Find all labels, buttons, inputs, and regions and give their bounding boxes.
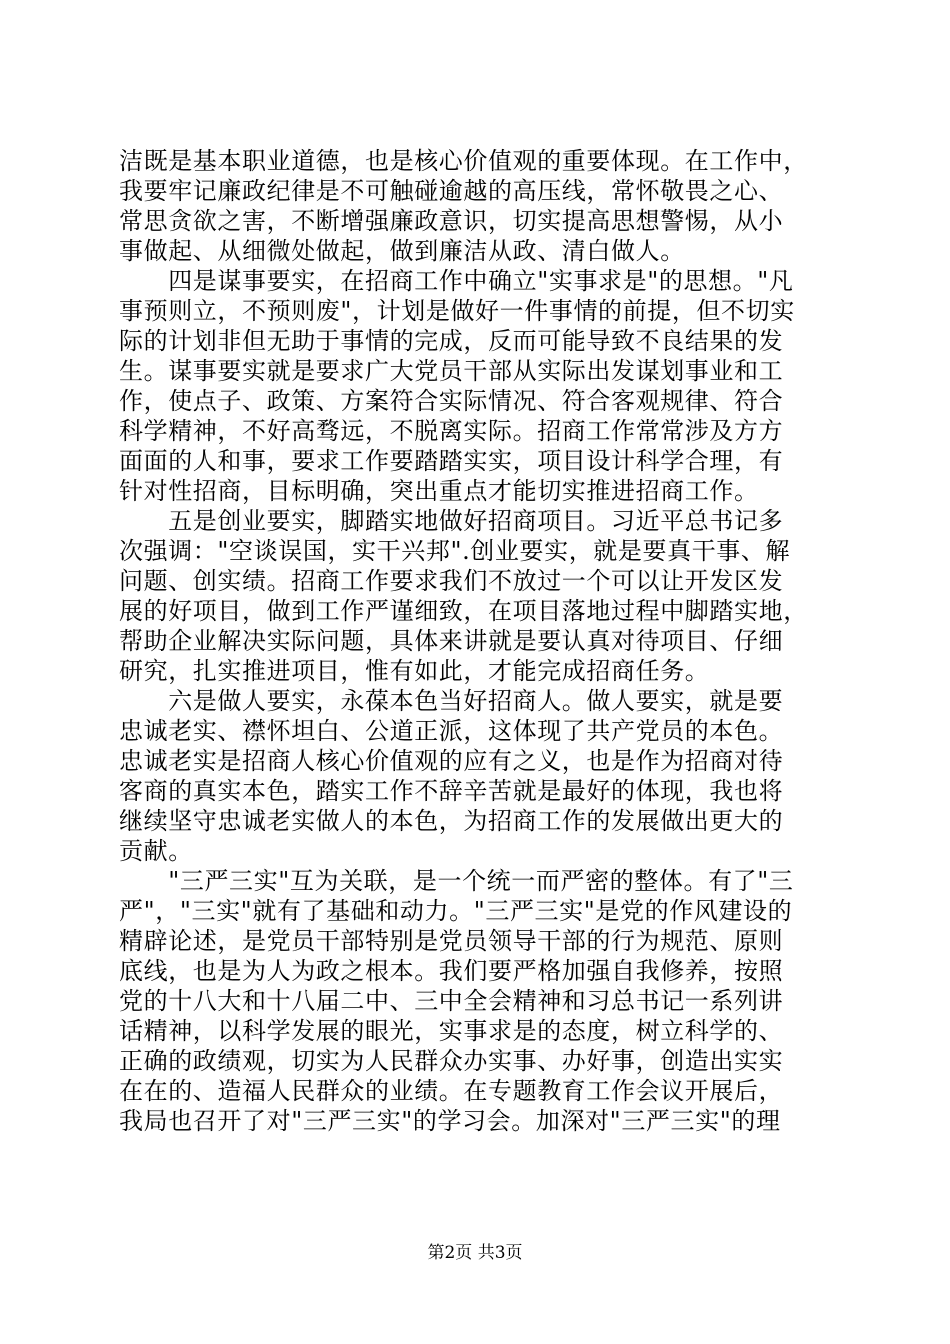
text-line: 问题、创实绩。招商工作要求我们不放过一个可以让开发区发 xyxy=(119,567,784,595)
text-line: 话精神，以科学发展的眼光，实事求是的态度，树立科学的、 xyxy=(119,1017,784,1045)
text-line: "三严三实"互为关联，是一个统一而严密的整体。有了"三 xyxy=(119,867,794,895)
text-line: 面面的人和事，要求工作要踏踏实实，项目设计科学合理，有 xyxy=(119,447,784,475)
text-line: 针对性招商，目标明确，突出重点才能切实推进招商工作。 xyxy=(119,477,759,505)
text-line: 五是创业要实，脚踏实地做好招商项目。习近平总书记多 xyxy=(119,507,784,535)
text-line: 我要牢记廉政纪律是不可触碰逾越的高压线，常怀敬畏之心、 xyxy=(119,177,784,205)
text-line: 洁既是基本职业道德，也是核心价值观的重要体现。在工作中， xyxy=(119,147,808,175)
text-line: 正确的政绩观，切实为人民群众办实事、办好事，创造出实实 xyxy=(119,1047,784,1075)
text-line: 继续坚守忠诚老实做人的本色，为招商工作的发展做出更大的 xyxy=(119,807,784,835)
page-number-footer: 第2页 共3页 xyxy=(427,1243,523,1263)
text-line: 研究，扎实推进项目，惟有如此，才能完成招商任务。 xyxy=(119,657,710,685)
text-line: 严"，"三实"就有了基础和动力。"三严三实"是党的作风建设的 xyxy=(119,897,793,925)
text-line: 在在的、造福人民群众的业绩。在专题教育工作会议开展后， xyxy=(119,1077,784,1105)
text-line: 党的十八大和十八届二中、三中全会精神和习总书记一系列讲 xyxy=(119,987,784,1015)
text-line: 我局也召开了对"三严三实"的学习会。加深对"三严三实"的理 xyxy=(119,1107,781,1135)
text-line: 生。谋事要实就是要求广大党员干部从实际出发谋划事业和工 xyxy=(119,357,784,385)
text-line: 科学精神，不好高骛远，不脱离实际。招商工作常常涉及方方 xyxy=(119,417,784,445)
text-line: 事预则立，不预则废"，计划是做好一件事情的前提，但不切实 xyxy=(119,297,795,325)
text-line: 际的计划非但无助于事情的完成，反而可能导致不良结果的发 xyxy=(119,327,784,355)
text-line: 次强调："空谈误国，实干兴邦".创业要实，就是要真干事、解 xyxy=(119,537,791,565)
text-line: 六是做人要实，永葆本色当好招商人。做人要实，就是要 xyxy=(119,687,784,715)
body-text xyxy=(119,146,839,1136)
text-line: 客商的真实本色，踏实工作不辞辛苦就是最好的体现，我也将 xyxy=(119,777,784,805)
text-line: 忠诚老实是招商人核心价值观的应有之义，也是作为招商对待 xyxy=(119,747,784,775)
text-line: 展的好项目，做到工作严谨细致，在项目落地过程中脚踏实地， xyxy=(119,597,808,625)
text-line: 常思贪欲之害，不断增强廉政意识，切实提高思想警惕，从小 xyxy=(119,207,784,235)
text-line: 四是谋事要实，在招商工作中确立"实事求是"的思想。"凡 xyxy=(119,267,794,295)
text-line: 精辟论述，是党员干部特别是党员领导干部的行为规范、原则 xyxy=(119,927,784,955)
text-line: 忠诚老实、襟怀坦白、公道正派，这体现了共产党员的本色。 xyxy=(119,717,784,745)
text-line: 底线，也是为人为政之根本。我们要严格加强自我修养，按照 xyxy=(119,957,784,985)
text-line: 贡献。 xyxy=(119,837,193,865)
text-line: 作，使点子、政策、方案符合实际情况、符合客观规律、符合 xyxy=(119,387,784,415)
text-line: 帮助企业解决实际问题，具体来讲就是要认真对待项目、仔细 xyxy=(119,627,784,655)
text-line: 事做起、从细微处做起，做到廉洁从政、清白做人。 xyxy=(119,237,685,265)
